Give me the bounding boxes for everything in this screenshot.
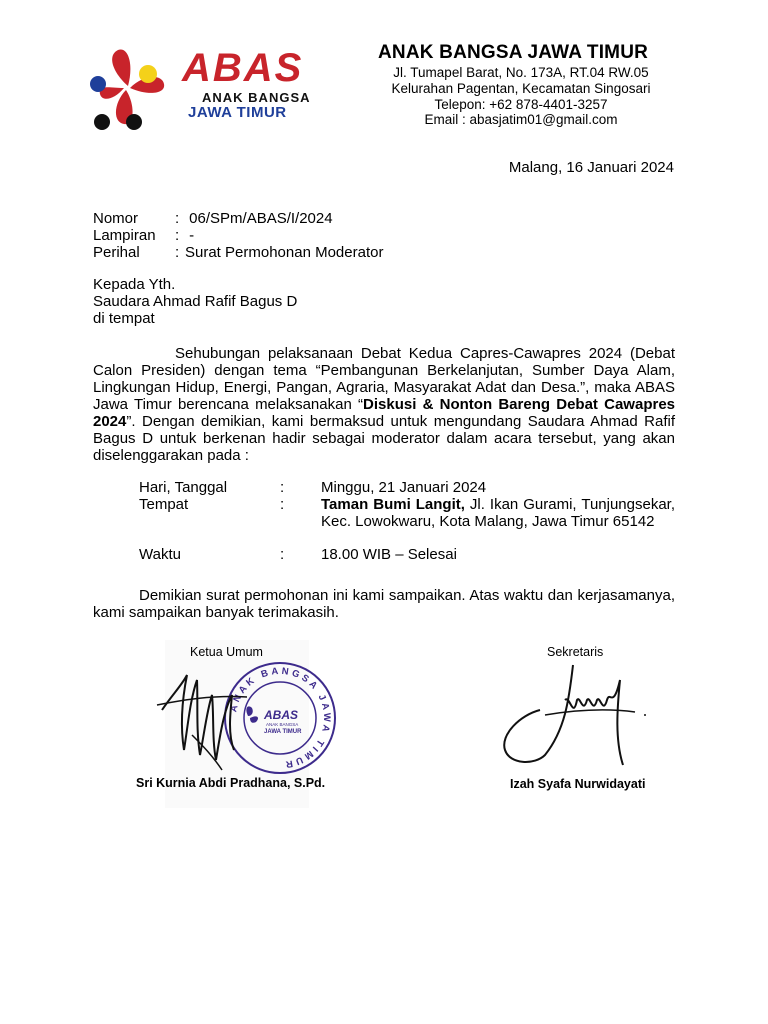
detail-place-name: Taman Bumi Langit, [321,496,465,513]
svg-text:ANAK BANGSA: ANAK BANGSA [266,722,299,727]
letter-date: Malang, 16 Januari 2024 [508,159,674,176]
body-p1-part1: Sehubungan pelaksanaan Debat Kedua Capres-Cawapres 2024 (Debat Calon Presiden) dengan tema “Pembangunan Berkelanjutan, Sumber Daya Alam, Lingkungan Hidup, Energi, Pangan, Agraria, Masyarakat Adat dan Desa.”, maka ABAS Jawa Timur berencana melaksanakan “ [93,345,675,413]
address-line-1: Jl. Tumapel Barat, No. 173A, RT.04 RW.05 [393,65,649,80]
right-signatory-name: Izah Syafa Nurwidayati [510,777,646,791]
detail-place-address: Jl. Ikan Gurami, Tunjungsekar, Kec. Lowokwaru, Kota Malang, Jawa Timur 65142 [321,496,676,530]
meta-colon: : [175,210,180,227]
organization-name: ANAK BANGSA JAWA TIMUR [378,42,649,63]
body-paragraph-2 [93,587,675,621]
detail-time-label: Waktu [139,546,181,563]
left-signatory-title: Ketua Umum [190,645,263,659]
meta-perihal [93,244,383,261]
right-handwritten-signature [495,660,655,770]
address-line-2: Kelurahan Pagentan, Kecamatan Singosari [391,81,651,96]
meta-lampiran-value: - [189,227,195,244]
organization-logo [84,44,334,136]
logo-word: ABAS [182,46,304,90]
detail-place-label: Tempat [139,496,189,513]
detail-colon: : [280,479,285,496]
body-p2: Demikian surat permohonan ini kami sampaikan. Atas waktu dan kerjasamanya, kami sampaikan banyak terimakasih. [93,587,675,621]
body-p1-event-name: Diskusi & Nonton Bareng Debat Cawapres 2024 [93,396,676,430]
detail-place-value [321,496,675,530]
detail-date-label: Hari, Tanggal [139,479,228,496]
body-p1-part2: ”. Dengan demikian, kami bermaksud untuk mengundang Saudara Ahmad Rafif Bagus D untuk berkenan hadir sebagai moderator dalam acara tersebut, yang akan diselenggarakan pada : [93,413,675,464]
svg-text:ABAS: ABAS [264,708,299,722]
phone-line: Telepon: +62 878-4401-3257 [434,97,608,112]
detail-colon: : [280,496,285,513]
meta-lampiran [93,227,194,244]
meta-nomor [93,210,333,227]
logo-line2: JAWA TIMUR [188,104,287,121]
addressee-line-1: Kepada Yth. [93,276,176,293]
meta-perihal-value: Surat Permohonan Moderator [185,244,384,261]
addressee-line-2: Saudara Ahmad Rafif Bagus D [93,293,298,310]
meta-nomor-label: Nomor [93,210,139,227]
right-signatory-title: Sekretaris [547,645,604,659]
left-handwritten-signature [152,655,252,775]
detail-colon: : [280,546,285,563]
meta-colon: : [175,227,180,244]
meta-perihal-label: Perihal [93,244,140,261]
detail-date-value: Minggu, 21 Januari 2024 [321,479,487,496]
detail-time-value: 18.00 WIB – Selesai [321,546,457,563]
svg-text:ANAK BANGSA JAWA TIMUR: ANAK BANGSA JAWA TIMUR [228,665,333,771]
email-line: Email : abasjatim01@gmail.com [424,112,618,127]
addressee-line-3: di tempat [93,310,155,327]
meta-colon: : [175,244,180,261]
logo-line1: ANAK BANGSA [202,90,311,105]
meta-lampiran-label: Lampiran [93,227,156,244]
left-signatory-name: Sri Kurnia Abdi Pradhana, S.Pd. [136,776,326,790]
addressee-block [93,276,297,327]
svg-text:JAWA TIMUR: JAWA TIMUR [264,729,302,735]
body-paragraph-1 [93,345,675,464]
meta-nomor-value: 06/SPm/ABAS/I/2024 [189,210,333,227]
